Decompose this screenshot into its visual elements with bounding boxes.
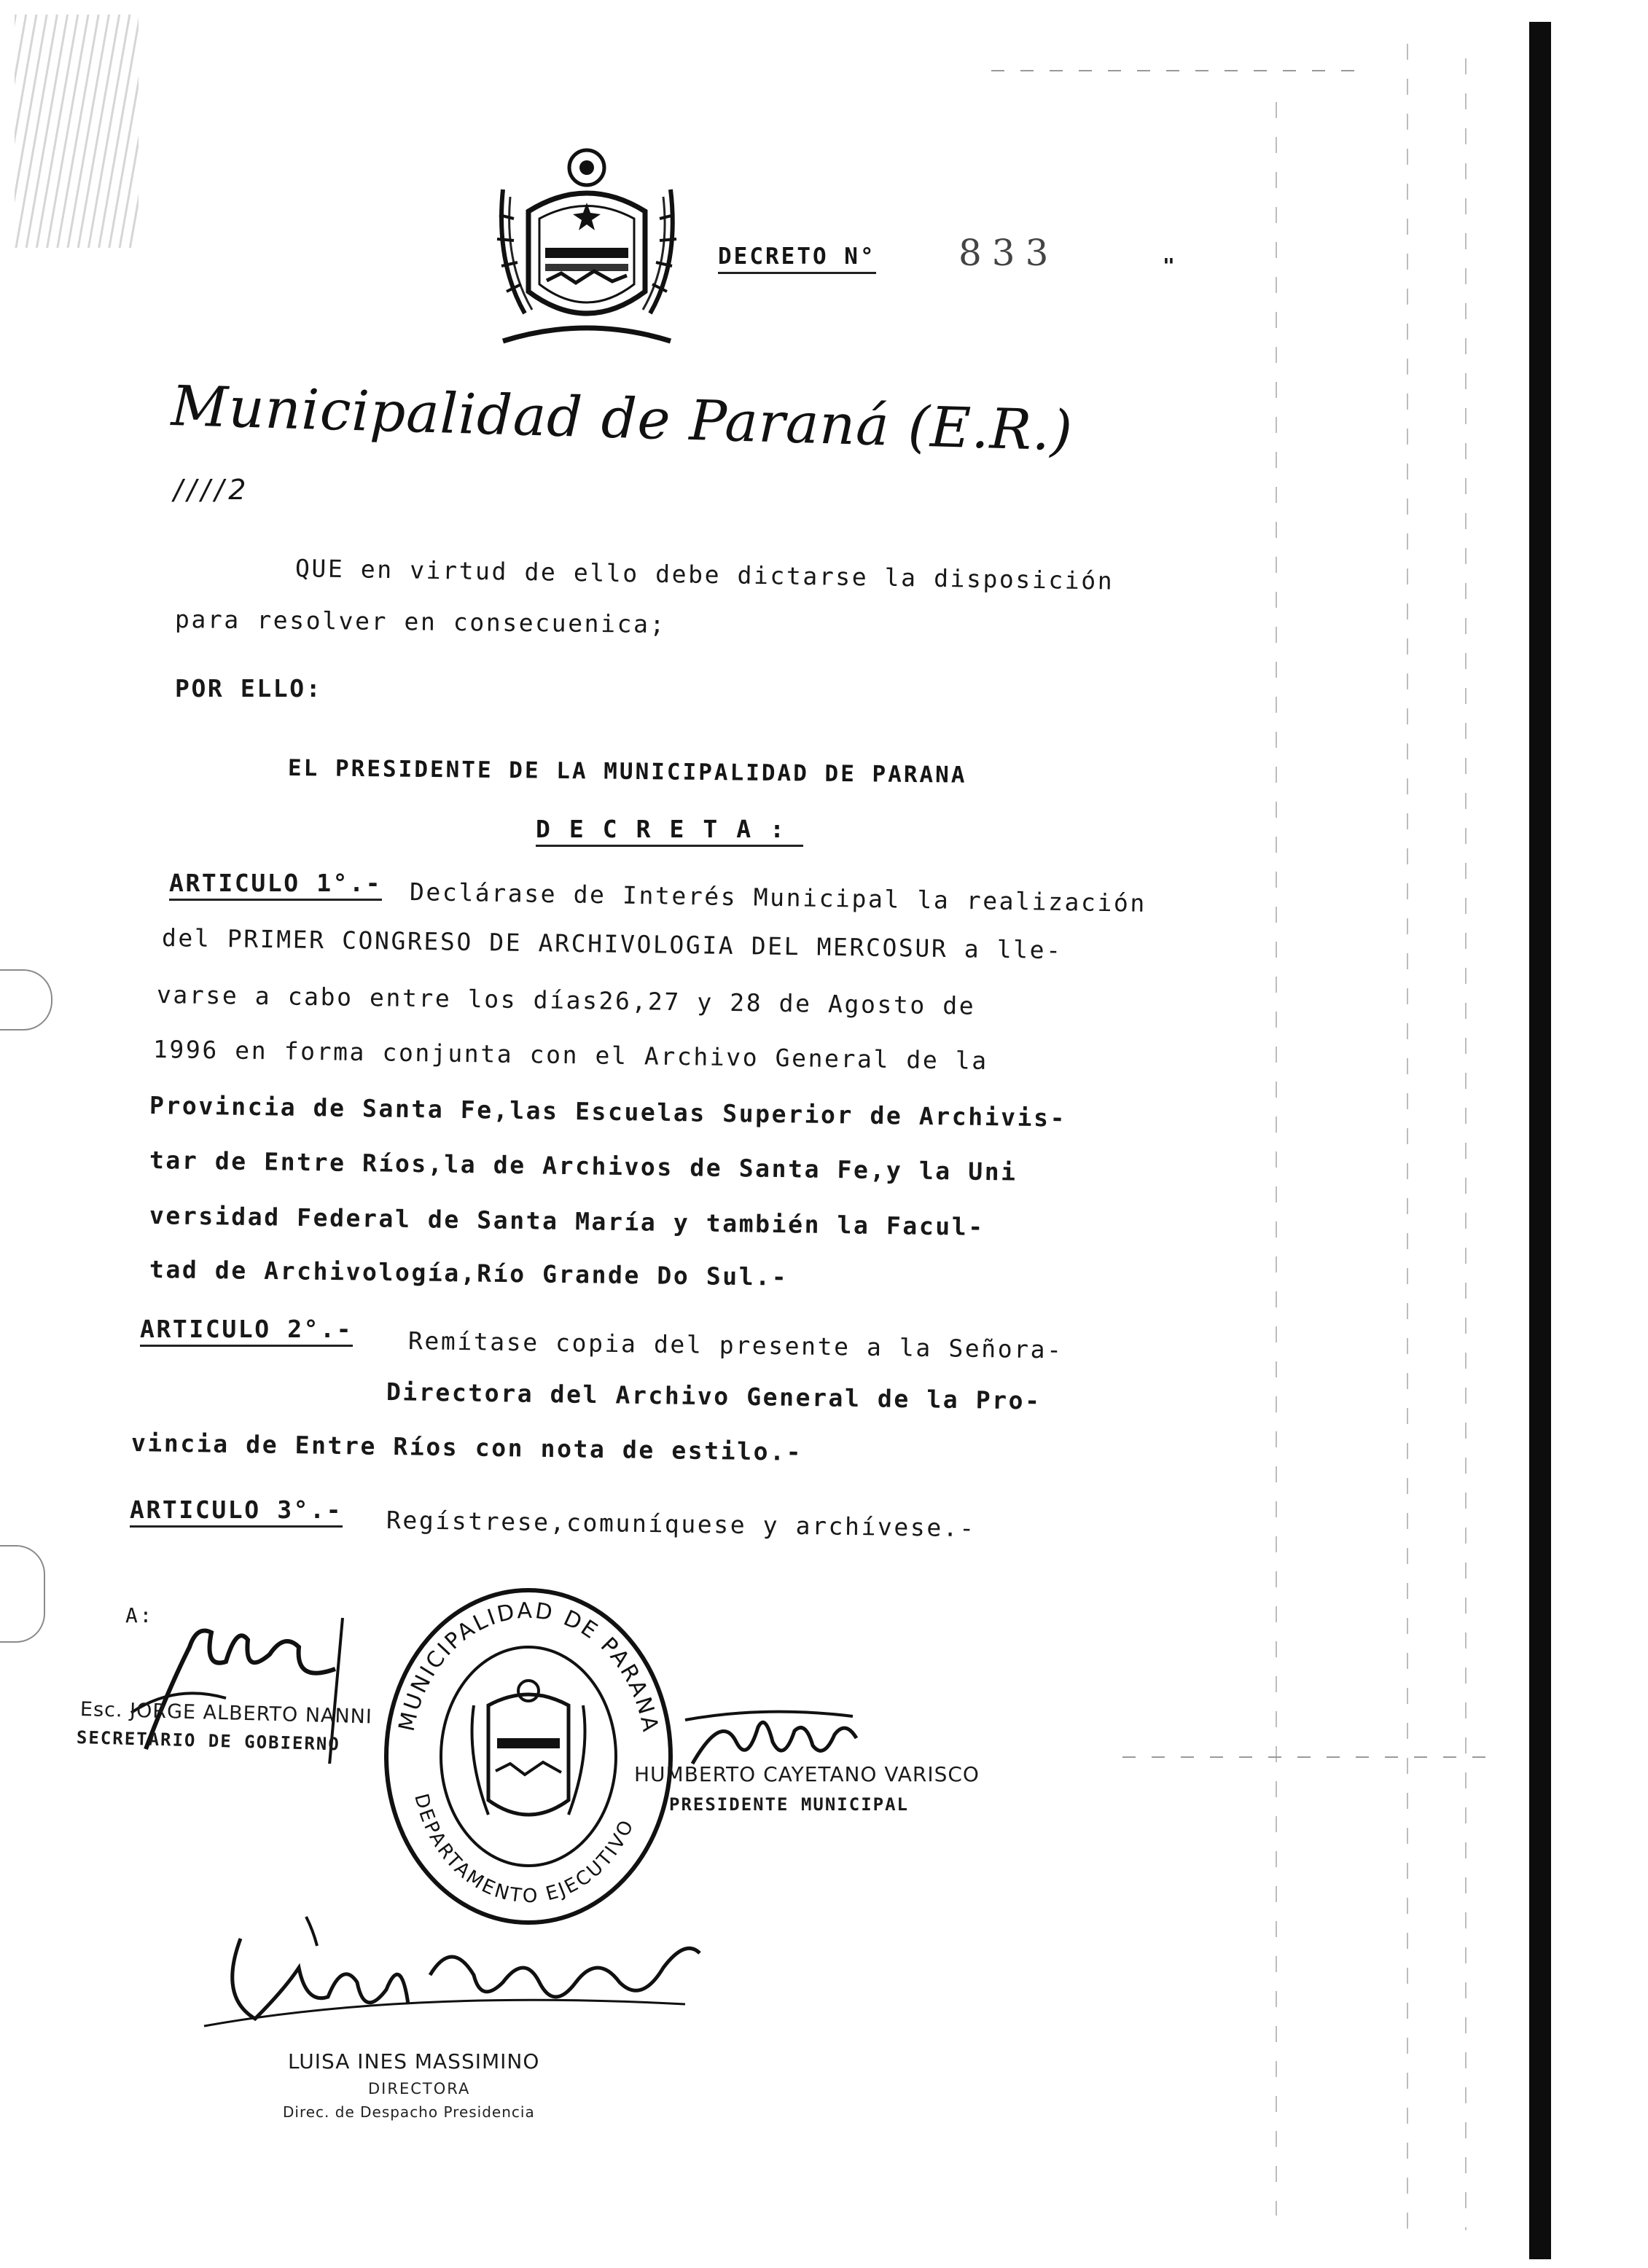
copy-noise — [15, 15, 138, 248]
article-1-line: varse a cabo entre los días26,27 y 28 de Agosto de — [156, 980, 976, 1020]
coat-of-arms-icon — [488, 146, 685, 364]
left-signer-name: Esc. JORGE ALBERTO NANNI — [79, 1698, 373, 1729]
svg-text:MUNICIPALIDAD DE PARANA — [394, 1598, 663, 1736]
punch-hole — [0, 1545, 45, 1643]
article-3-label-text: ARTICULO 3°.- — [130, 1495, 343, 1528]
considerando-line: QUE en virtud de ello debe dictarse la disposición — [294, 554, 1114, 595]
scan-edge-bar — [1529, 22, 1551, 2259]
copy-streak — [1276, 102, 1277, 2216]
left-initial: A: — [125, 1603, 154, 1627]
decree-label: DECRETO N° — [718, 243, 876, 274]
article-1-line: del PRIMER CONGRESO DE ARCHIVOLOGIA DEL MERCOSUR a lle- — [161, 923, 1063, 965]
municipality-title: Municipalidad de Paraná (E.R.) — [170, 373, 1074, 464]
article-1-line: Declárase de Interés Municipal la realización — [409, 877, 1147, 918]
copy-dashline — [1122, 1756, 1501, 1758]
article-2-line: vincia de Entre Ríos con nota de estilo.- — [130, 1428, 803, 1466]
article-2-label — [140, 1315, 353, 1343]
seal-text-bottom: DEPARTAMENTO EJECUTIVO — [410, 1791, 639, 1908]
right-signer-name: HUMBERTO CAYETANO VARISCO — [634, 1762, 980, 1786]
article-1-line: Provincia de Santa Fe,las Escuelas Superior de Archivis- — [149, 1091, 1067, 1133]
article-1-label — [169, 869, 382, 897]
page-reference: ////2 — [173, 474, 251, 506]
municipal-seal-icon — [379, 1581, 678, 1931]
article-1-line: tad de Archivología,Río Grande Do Sul.- — [149, 1255, 789, 1291]
punch-hole — [0, 969, 52, 1031]
president-heading: EL PRESIDENTE DE LA MUNICIPALIDAD DE PARANA — [287, 755, 967, 789]
bottom-signer-role: DIRECTORA — [368, 2080, 471, 2097]
decree-mark: " — [1163, 254, 1175, 278]
article-3-text: Regístrese,comuníquese y archívese.- — [386, 1506, 977, 1543]
left-signer-role: SECRETARIO DE GOBIERNO — [76, 1727, 341, 1755]
article-2-line: Remítase copia del presente a la Señora- — [407, 1326, 1063, 1364]
bottom-signer-dept: Direc. de Despacho Presidencia — [283, 2103, 535, 2121]
seal-text-top: MUNICIPALIDAD DE PARANA — [394, 1598, 663, 1736]
copy-streak — [1407, 44, 1408, 2230]
copy-dashline — [991, 70, 1356, 71]
article-1-label-text: ARTICULO 1°.- — [169, 869, 382, 901]
article-1-line: tar de Entre Ríos,la de Archivos de Santa Fe,y la Uni — [149, 1146, 1018, 1186]
signature-bottom-icon — [190, 1909, 714, 2055]
considerando-line: para resolver en consecuenica; — [174, 605, 667, 639]
decree-number: 833 — [958, 232, 1059, 274]
decreta-heading: DECRETA: — [536, 815, 803, 847]
copy-streak — [1465, 58, 1467, 2230]
right-signer-role: PRESIDENTE MUNICIPAL — [669, 1794, 909, 1815]
bottom-signer-name: LUISA INES MASSIMINO — [288, 2049, 540, 2073]
por-ello: POR ELLO: — [175, 674, 323, 703]
article-2-line: Directora del Archivo General de la Pro- — [386, 1377, 1042, 1415]
article-1-line: versidad Federal de Santa María y también la Facul- — [149, 1201, 985, 1241]
article-3-label — [130, 1495, 343, 1524]
article-1-line: 1996 en forma conjunta con el Archivo General de la — [152, 1035, 989, 1075]
article-2-label-text: ARTICULO 2°.- — [140, 1315, 353, 1347]
